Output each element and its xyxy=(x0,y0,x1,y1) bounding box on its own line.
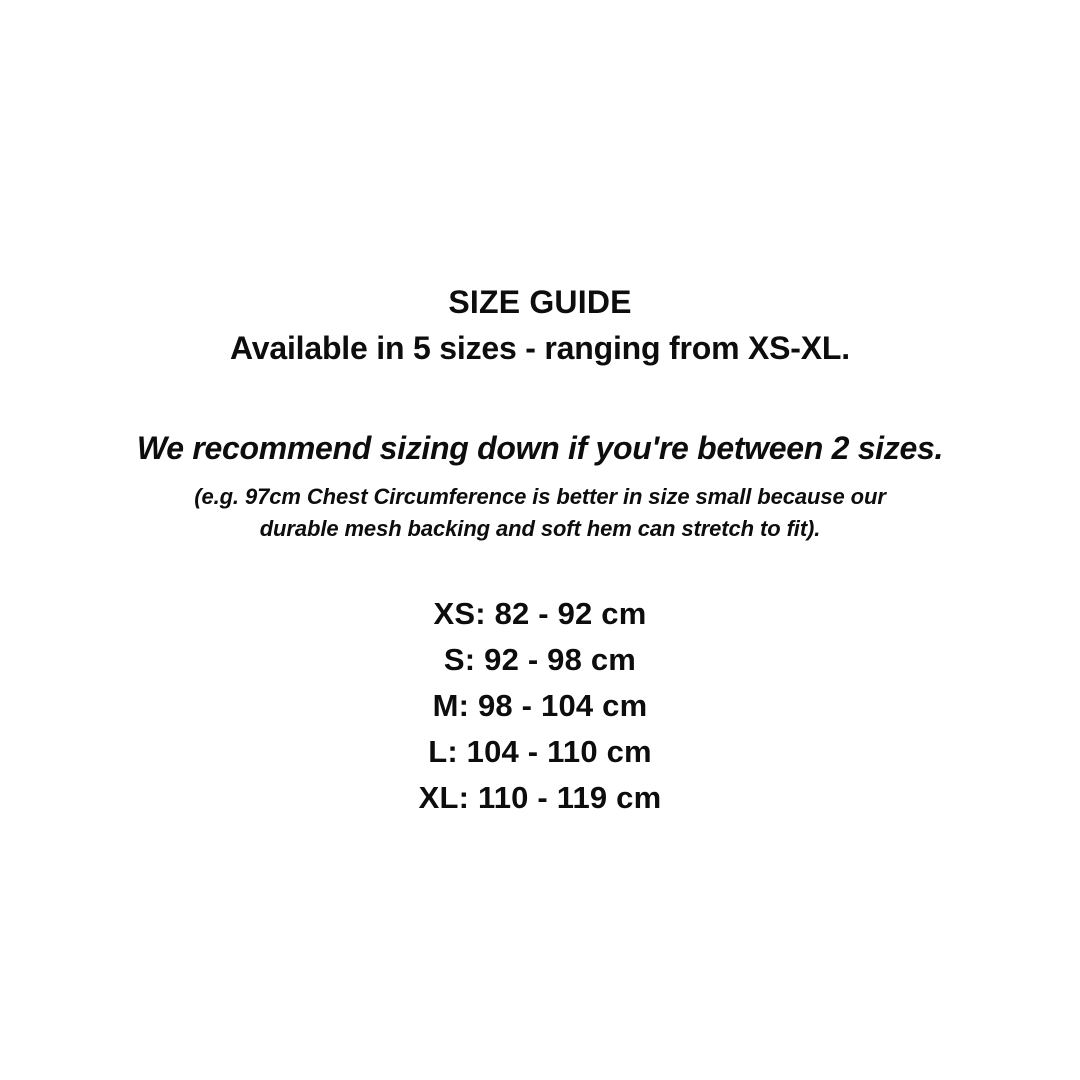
sizing-recommendation: We recommend sizing down if you're between 2 sizes. xyxy=(136,429,944,466)
size-guide-content xyxy=(0,282,1080,821)
size-measurement-list xyxy=(0,591,1080,821)
list-item: XL: 110 - 119 cm xyxy=(418,779,662,815)
list-item: XS: 82 - 92 cm xyxy=(433,595,647,631)
list-item: S: 92 - 98 cm xyxy=(443,641,637,677)
list-item: L: 104 - 110 cm xyxy=(428,733,652,769)
list-item: M: 98 - 104 cm xyxy=(432,687,648,723)
sizing-example-note xyxy=(110,481,970,545)
page-title: SIZE GUIDE xyxy=(448,284,632,320)
size-availability-subtitle: Available in 5 sizes - ranging from XS-XL. xyxy=(230,330,850,366)
sizing-example-note-line-2: durable mesh backing and soft hem can stretch to fit). xyxy=(259,516,821,542)
sizing-example-note-line-1: (e.g. 97cm Chest Circumference is better in size small because our xyxy=(194,484,886,510)
